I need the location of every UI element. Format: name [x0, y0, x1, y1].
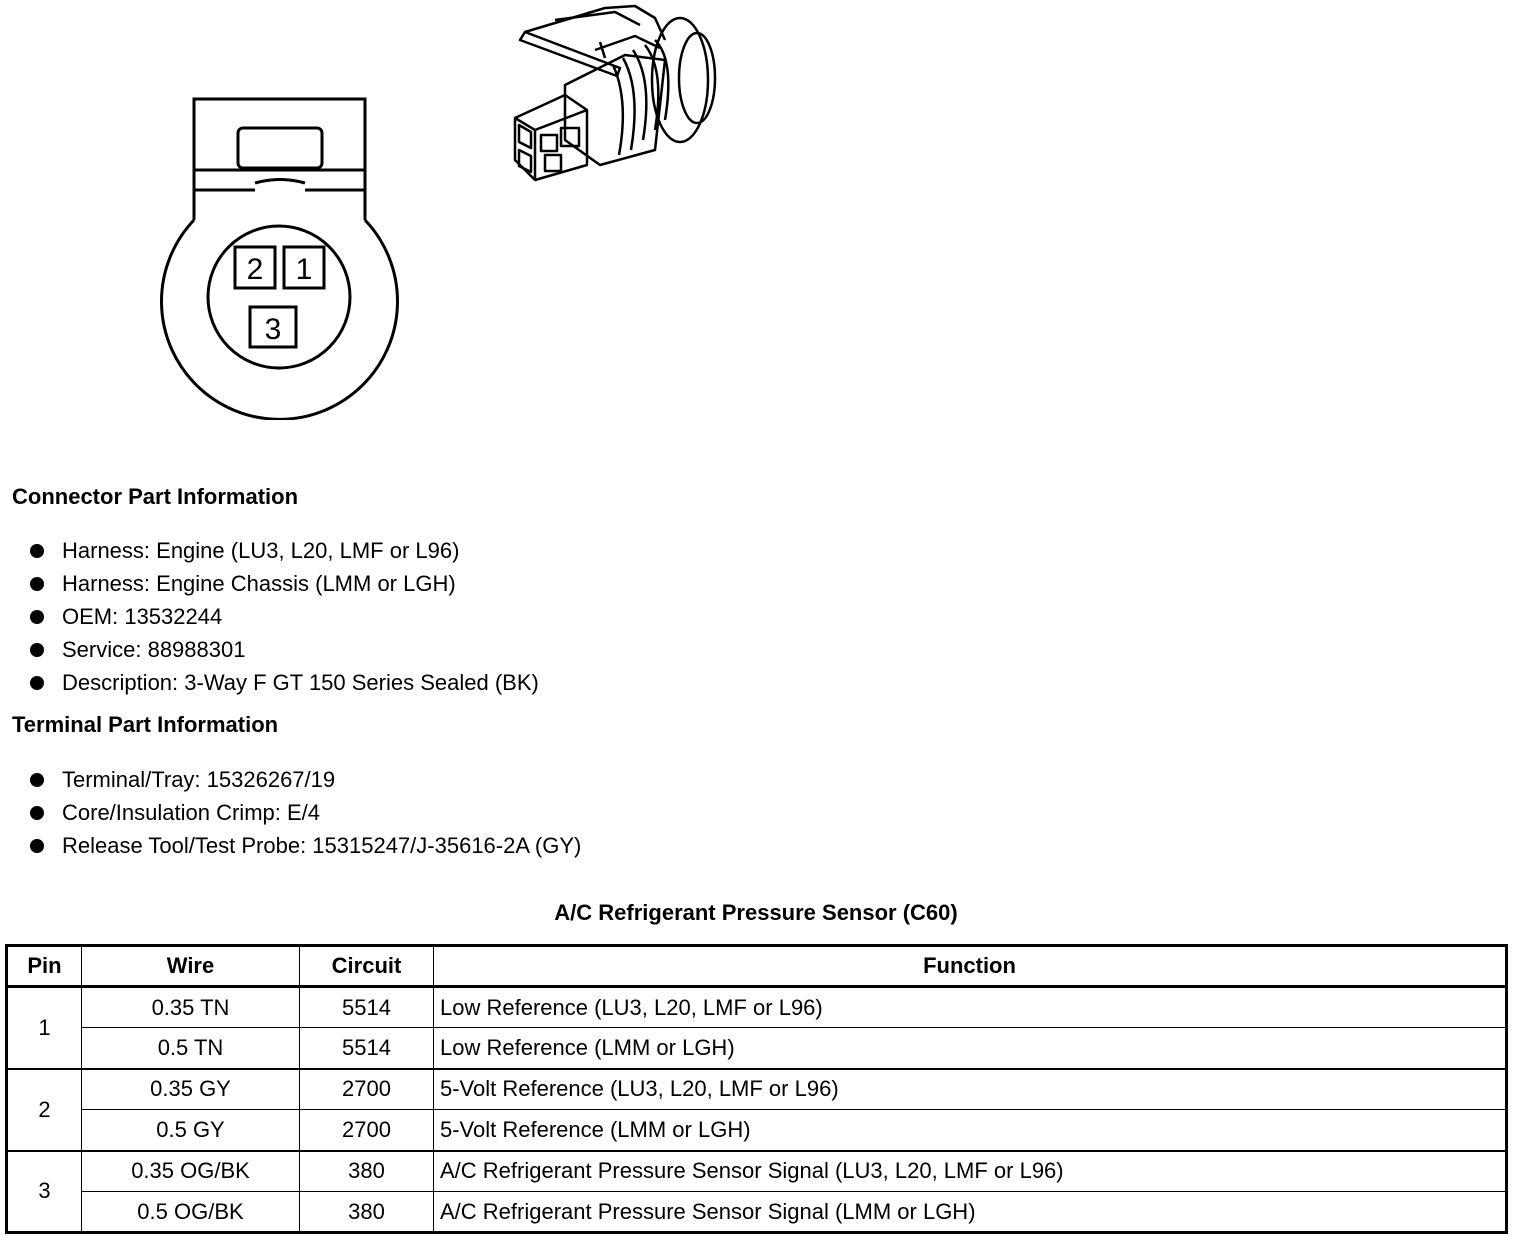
column-header-pin: Pin	[7, 946, 82, 987]
bullet-icon	[30, 806, 44, 820]
table-row	[7, 1028, 1507, 1069]
bullet-icon	[30, 839, 44, 853]
connector-lock-housing	[194, 99, 365, 220]
connector-isometric-illustration	[505, 0, 730, 190]
circuit-cell: 2700	[300, 1110, 434, 1151]
connector-part-info-list	[28, 534, 539, 699]
circuit-cell: 5514	[300, 987, 434, 1028]
wire-cell: 0.35 OG/BK	[82, 1151, 300, 1192]
connector-release-tab	[238, 128, 322, 168]
function-cell: A/C Refrigerant Pressure Sensor Signal (LU3, L20, LMF or L96)	[434, 1151, 1507, 1192]
bullet-icon	[30, 676, 44, 690]
pin-label-3: 3	[264, 313, 282, 346]
column-header-circuit: Circuit	[300, 946, 434, 987]
list-item	[28, 567, 539, 600]
circuit-cell: 380	[300, 1192, 434, 1233]
connector-face-diagram	[150, 90, 410, 420]
pin-cell: 3	[7, 1151, 82, 1233]
bullet-icon	[30, 610, 44, 624]
list-item	[28, 666, 539, 699]
pin-label-2: 2	[246, 253, 264, 286]
function-cell: 5-Volt Reference (LMM or LGH)	[434, 1110, 1507, 1151]
list-item-text: Description: 3-Way F GT 150 Series Sealed (BK)	[62, 670, 539, 695]
bullet-icon	[30, 773, 44, 787]
table-row	[7, 987, 1507, 1028]
circuit-cell: 2700	[300, 1069, 434, 1110]
list-item	[28, 633, 539, 666]
column-header-function: Function	[434, 946, 1507, 987]
function-cell: Low Reference (LMM or LGH)	[434, 1028, 1507, 1069]
terminal-part-info-list	[28, 763, 581, 862]
list-item-text: Harness: Engine Chassis (LMM or LGH)	[62, 571, 456, 596]
table-row	[7, 1192, 1507, 1233]
table-title: A/C Refrigerant Pressure Sensor (C60)	[554, 900, 958, 925]
wire-cell: 0.5 OG/BK	[82, 1192, 300, 1233]
pin-label-1: 1	[295, 253, 313, 286]
list-item	[28, 600, 539, 633]
wire-cell: 0.5 GY	[82, 1110, 300, 1151]
wire-cell: 0.5 TN	[82, 1028, 300, 1069]
list-item-text: Service: 88988301	[62, 637, 246, 662]
list-item	[28, 829, 581, 862]
connector-part-info-heading: Connector Part Information	[12, 484, 299, 509]
wire-cell: 0.35 TN	[82, 987, 300, 1028]
function-cell: A/C Refrigerant Pressure Sensor Signal (LMM or LGH)	[434, 1192, 1507, 1233]
list-item-text: Terminal/Tray: 15326267/19	[62, 767, 336, 792]
circuit-cell: 380	[300, 1151, 434, 1192]
list-item	[28, 763, 581, 796]
table-row	[7, 1069, 1507, 1110]
list-item-text: Release Tool/Test Probe: 15315247/J-35616-2A (GY)	[62, 833, 582, 858]
table-row	[7, 1151, 1507, 1192]
table-header-row	[7, 946, 1507, 987]
pinout-table	[5, 944, 1508, 1234]
wire-cell: 0.35 GY	[82, 1069, 300, 1110]
terminal-part-info-heading: Terminal Part Information	[12, 712, 279, 737]
circuit-cell: 5514	[300, 1028, 434, 1069]
list-item-text: Harness: Engine (LU3, L20, LMF or L96)	[62, 538, 460, 563]
bullet-icon	[30, 577, 44, 591]
list-item-text: Core/Insulation Crimp: E/4	[62, 800, 320, 825]
function-cell: 5-Volt Reference (LU3, L20, LMF or L96)	[434, 1069, 1507, 1110]
list-item	[28, 796, 581, 829]
list-item-text: OEM: 13532244	[62, 604, 223, 629]
column-header-wire: Wire	[82, 946, 300, 987]
table-row	[7, 1110, 1507, 1151]
pin-cell: 2	[7, 1069, 82, 1151]
bullet-icon	[30, 643, 44, 657]
pin-cell: 1	[7, 987, 82, 1069]
function-cell: Low Reference (LU3, L20, LMF or L96)	[434, 987, 1507, 1028]
bullet-icon	[30, 544, 44, 558]
list-item	[28, 534, 539, 567]
